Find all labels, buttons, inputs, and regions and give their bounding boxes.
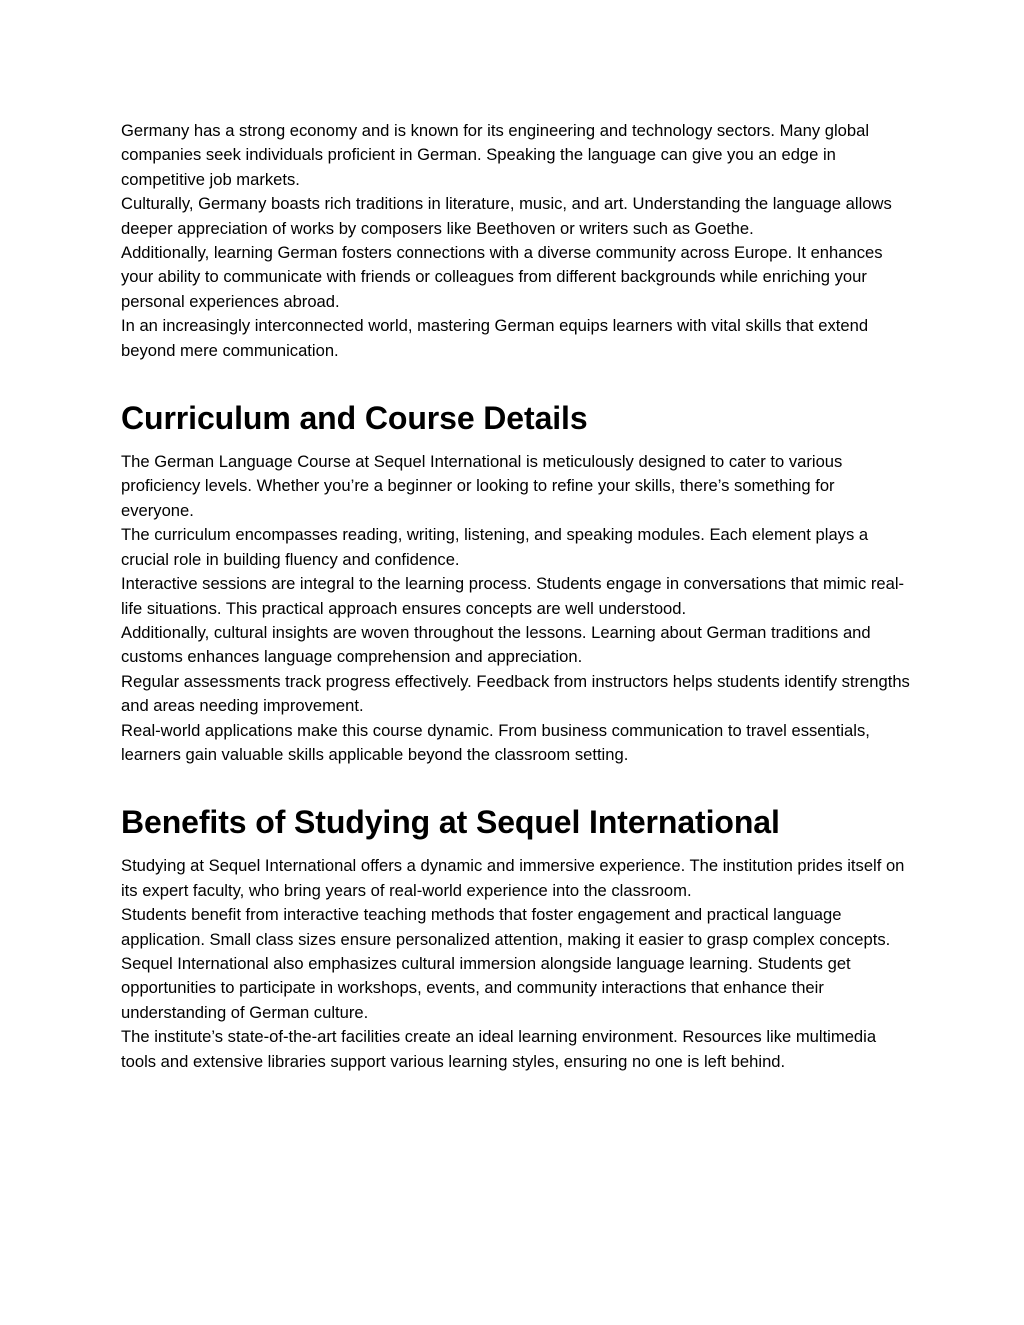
document-page [121, 119, 911, 1074]
benefits-paragraph: Students benefit from interactive teaching methods that foster engagement and practical language application. Small class sizes ensure personalized attention, making it easier to grasp complex concepts. [121, 905, 891, 949]
benefits-heading: Benefits of Studying at Sequel International [121, 804, 780, 841]
benefits-paragraph: Studying at Sequel International offers a dynamic and immersive experience. The institution prides itself on its expert faculty, who bring years of real-world experience into the classroom. [121, 856, 905, 900]
curriculum-paragraph: The German Language Course at Sequel International is meticulously designed to cater to various proficiency levels. Whether you’re a beginner or looking to refine your skills, there’s something for everyone. [121, 452, 843, 520]
intro-section [121, 119, 911, 363]
benefits-paragraph: Sequel International also emphasizes cultural immersion alongside language learning. Students get opportunities to participate in workshops, events, and community interactions that enhance their understanding of German culture. [121, 953, 851, 1022]
intro-paragraph: Culturally, Germany boasts rich traditions in literature, music, and art. Understanding the language allows deeper appreciation of works by composers like Beethoven or writers such as Goethe. [121, 194, 892, 238]
curriculum-paragraph: Regular assessments track progress effectively. Feedback from instructors helps students identify strengths and areas needing improvement. [121, 671, 910, 716]
benefits-paragraph: The institute’s state-of-the-art facilities create an ideal learning environment. Resources like multimedia tools and extensive libraries support various learning styles, ensuring no one is left behind. [121, 1027, 877, 1071]
curriculum-paragraph: Additionally, cultural insights are woven throughout the lessons. Learning about German traditions and customs enhances language comprehension and appreciation. [121, 622, 871, 667]
benefits-section [121, 802, 911, 1074]
curriculum-heading: Curriculum and Course Details [121, 400, 588, 437]
curriculum-paragraph: Real-world applications make this course dynamic. From business communication to travel essentials, learners gain valuable skills applicable beyond the classroom setting. [121, 720, 870, 764]
intro-paragraph: Additionally, learning German fosters connections with a diverse community across Europe. It enhances your ability to communicate with friends or colleagues from different backgrounds while enriching your personal experiences abroad. [121, 243, 883, 311]
intro-paragraph: Germany has a strong economy and is known for its engineering and technology sectors. Many global companies seek individuals proficient in German. Speaking the language can give you an edge in competitive job markets. [121, 121, 870, 189]
curriculum-paragraph: The curriculum encompasses reading, writing, listening, and speaking modules. Each element plays a crucial role in building fluency and confidence. [121, 525, 869, 569]
intro-paragraph: In an increasingly interconnected world, mastering German equips learners with vital skills that extend beyond mere communication. [121, 316, 869, 360]
curriculum-paragraph: Interactive sessions are integral to the learning process. Students engage in conversations that mimic real-life situations. This practical approach ensures concepts are well understood. [121, 574, 905, 618]
curriculum-section [121, 398, 911, 767]
